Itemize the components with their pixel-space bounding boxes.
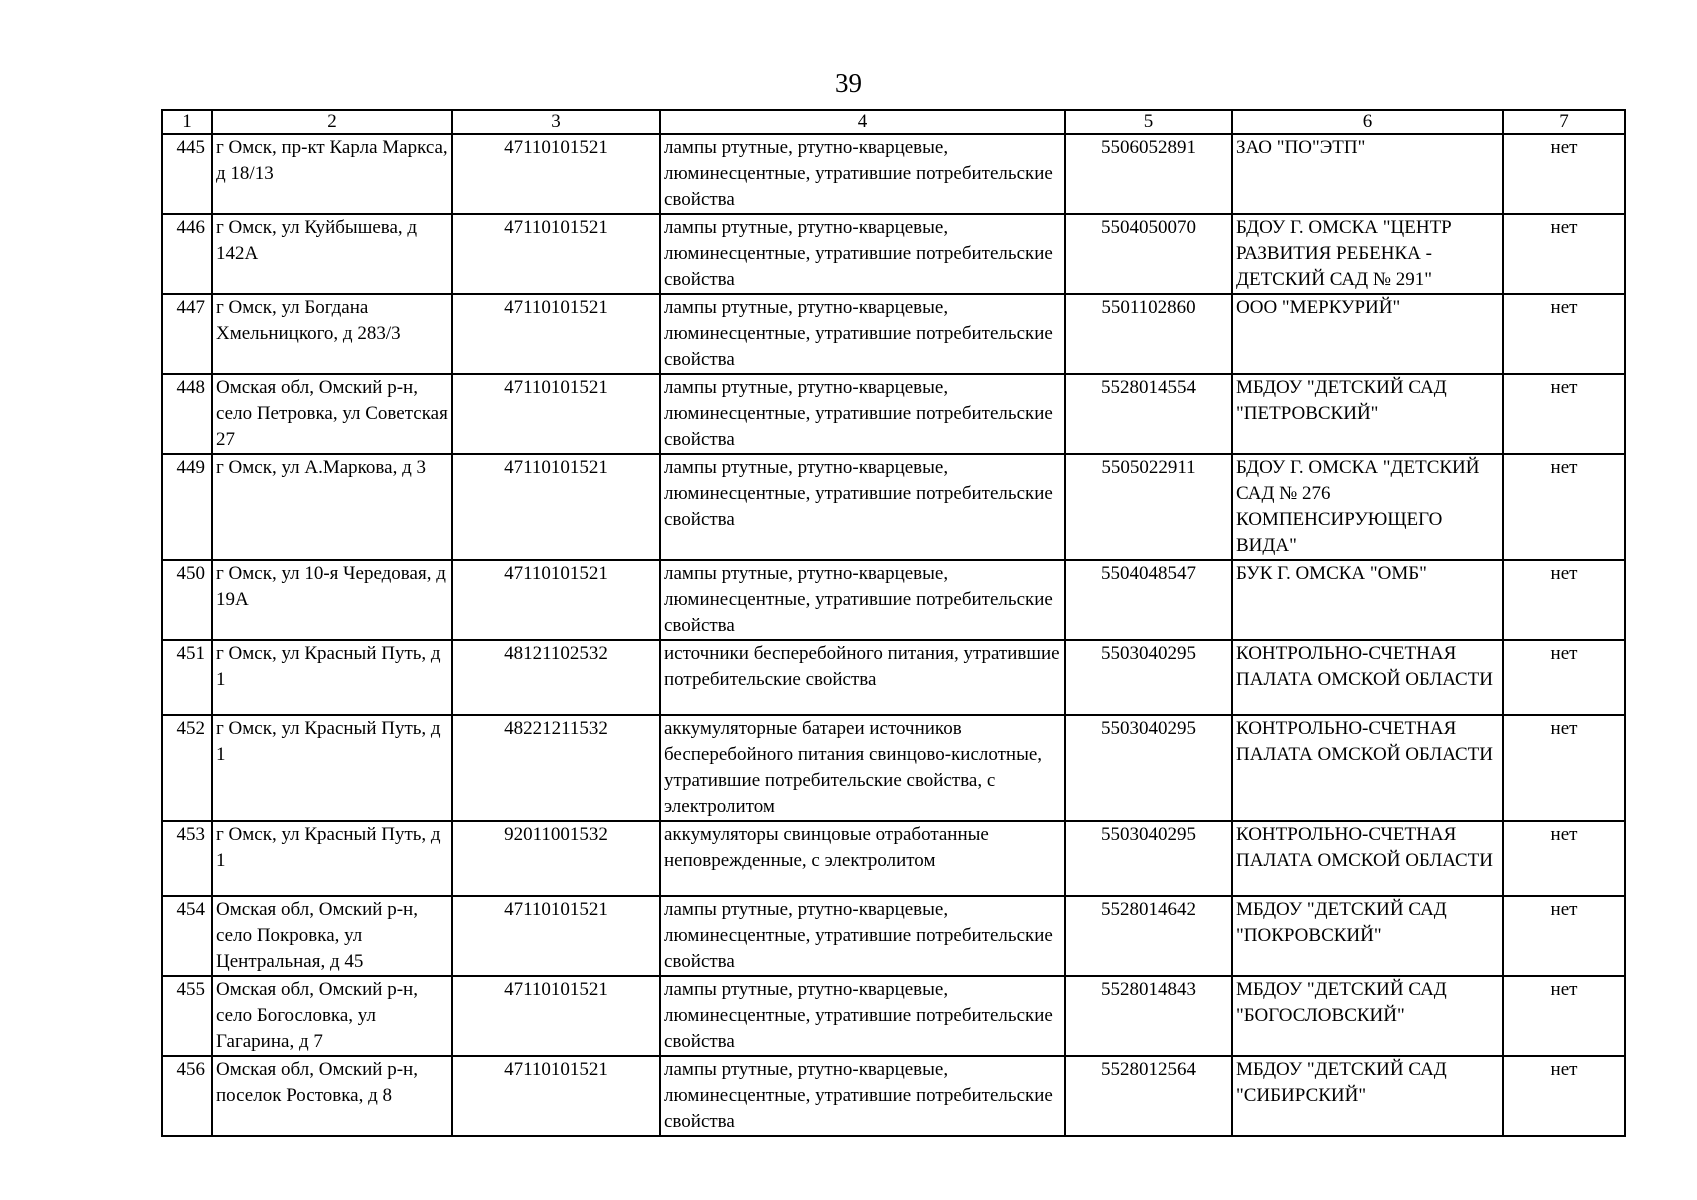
- row-number: 456: [162, 1056, 212, 1136]
- flag-cell: нет: [1503, 134, 1625, 214]
- waste-code-cell: 47110101521: [452, 454, 660, 560]
- header-row: [162, 110, 1625, 134]
- inn-cell: 5528012564: [1065, 1056, 1232, 1136]
- inn-cell: 5503040295: [1065, 821, 1232, 896]
- organization-cell: ООО "МЕРКУРИЙ": [1232, 294, 1503, 374]
- inn-cell: 5528014642: [1065, 896, 1232, 976]
- waste-code-cell: 47110101521: [452, 976, 660, 1056]
- table-row: [162, 896, 1625, 976]
- row-number: 453: [162, 821, 212, 896]
- organization-cell: КОНТРОЛЬНО-СЧЕТНАЯ ПАЛАТА ОМСКОЙ ОБЛАСТИ: [1232, 715, 1503, 821]
- inn-cell: 5501102860: [1065, 294, 1232, 374]
- table-row: [162, 294, 1625, 374]
- description-cell: аккумуляторные батареи источников бесперебойного питания свинцово-кислотные, утратившие потребительские свойства, с электролитом: [660, 715, 1065, 821]
- organization-cell: МБДОУ "ДЕТСКИЙ САД "ПЕТРОВСКИЙ": [1232, 374, 1503, 454]
- address-cell: г Омск, пр-кт Карла Маркса, д 18/13: [212, 134, 452, 214]
- inn-cell: 5528014554: [1065, 374, 1232, 454]
- row-number: 446: [162, 214, 212, 294]
- flag-cell: нет: [1503, 896, 1625, 976]
- flag-cell: нет: [1503, 454, 1625, 560]
- description-cell: лампы ртутные, ртутно-кварцевые, люминесцентные, утратившие потребительские свойства: [660, 896, 1065, 976]
- address-cell: Омская обл, Омский р-н, поселок Ростовка, д 8: [212, 1056, 452, 1136]
- address-cell: г Омск, ул А.Маркова, д 3: [212, 454, 452, 560]
- row-number: 447: [162, 294, 212, 374]
- table-row: [162, 715, 1625, 821]
- row-number: 454: [162, 896, 212, 976]
- page-number: 39: [835, 68, 862, 98]
- waste-code-cell: 48121102532: [452, 640, 660, 715]
- address-cell: г Омск, ул Богдана Хмельницкого, д 283/3: [212, 294, 452, 374]
- row-number: 451: [162, 640, 212, 715]
- table-row: [162, 1056, 1625, 1136]
- organization-cell: БДОУ Г. ОМСКА "ЦЕНТР РАЗВИТИЯ РЕБЕНКА - ДЕТСКИЙ САД № 291": [1232, 214, 1503, 294]
- flag-cell: нет: [1503, 821, 1625, 896]
- address-cell: Омская обл, Омский р-н, село Петровка, ул Советская 27: [212, 374, 452, 454]
- description-cell: лампы ртутные, ртутно-кварцевые, люминесцентные, утратившие потребительские свойства: [660, 976, 1065, 1056]
- inn-cell: 5505022911: [1065, 454, 1232, 560]
- flag-cell: нет: [1503, 640, 1625, 715]
- flag-cell: нет: [1503, 715, 1625, 821]
- flag-cell: нет: [1503, 214, 1625, 294]
- column-header: 6: [1232, 110, 1503, 134]
- flag-cell: нет: [1503, 560, 1625, 640]
- organization-cell: МБДОУ "ДЕТСКИЙ САД "СИБИРСКИЙ": [1232, 1056, 1503, 1136]
- organization-cell: КОНТРОЛЬНО-СЧЕТНАЯ ПАЛАТА ОМСКОЙ ОБЛАСТИ: [1232, 821, 1503, 896]
- table-row: [162, 560, 1625, 640]
- organization-cell: ЗАО "ПО"ЭТП": [1232, 134, 1503, 214]
- address-cell: г Омск, ул Куйбышева, д 142А: [212, 214, 452, 294]
- column-header: 1: [162, 110, 212, 134]
- waste-code-cell: 47110101521: [452, 1056, 660, 1136]
- description-cell: лампы ртутные, ртутно-кварцевые, люминесцентные, утратившие потребительские свойства: [660, 214, 1065, 294]
- address-cell: Омская обл, Омский р-н, село Богословка, ул Гагарина, д 7: [212, 976, 452, 1056]
- waste-code-cell: 47110101521: [452, 896, 660, 976]
- description-cell: лампы ртутные, ртутно-кварцевые, люминесцентные, утратившие потребительские свойства: [660, 374, 1065, 454]
- description-cell: источники бесперебойного питания, утратившие потребительские свойства: [660, 640, 1065, 715]
- waste-code-cell: 47110101521: [452, 214, 660, 294]
- organization-cell: БУК Г. ОМСКА "ОМБ": [1232, 560, 1503, 640]
- waste-code-cell: 47110101521: [452, 294, 660, 374]
- description-cell: лампы ртутные, ртутно-кварцевые, люминесцентные, утратившие потребительские свойства: [660, 560, 1065, 640]
- waste-code-cell: 92011001532: [452, 821, 660, 896]
- inn-cell: 5504048547: [1065, 560, 1232, 640]
- table-row: [162, 821, 1625, 896]
- table-header: [162, 110, 1625, 134]
- row-number: 445: [162, 134, 212, 214]
- table-row: [162, 214, 1625, 294]
- row-number: 452: [162, 715, 212, 821]
- column-header: 4: [660, 110, 1065, 134]
- column-header: 3: [452, 110, 660, 134]
- waste-code-cell: 47110101521: [452, 560, 660, 640]
- address-cell: г Омск, ул 10-я Чередовая, д 19А: [212, 560, 452, 640]
- organization-cell: БДОУ Г. ОМСКА "ДЕТСКИЙ САД № 276 КОМПЕНСИРУЮЩЕГО ВИДА": [1232, 454, 1503, 560]
- inn-cell: 5503040295: [1065, 715, 1232, 821]
- waste-code-cell: 48221211532: [452, 715, 660, 821]
- flag-cell: нет: [1503, 1056, 1625, 1136]
- address-cell: г Омск, ул Красный Путь, д 1: [212, 640, 452, 715]
- table-row: [162, 640, 1625, 715]
- table-body: [162, 134, 1625, 1136]
- column-header: 2: [212, 110, 452, 134]
- flag-cell: нет: [1503, 374, 1625, 454]
- inn-cell: 5528014843: [1065, 976, 1232, 1056]
- inn-cell: 5506052891: [1065, 134, 1232, 214]
- address-cell: г Омск, ул Красный Путь, д 1: [212, 821, 452, 896]
- description-cell: лампы ртутные, ртутно-кварцевые, люминесцентные, утратившие потребительские свойства: [660, 134, 1065, 214]
- waste-code-cell: 47110101521: [452, 374, 660, 454]
- organization-cell: МБДОУ "ДЕТСКИЙ САД "БОГОСЛОВСКИЙ": [1232, 976, 1503, 1056]
- row-number: 450: [162, 560, 212, 640]
- row-number: 449: [162, 454, 212, 560]
- description-cell: лампы ртутные, ртутно-кварцевые, люминесцентные, утратившие потребительские свойства: [660, 294, 1065, 374]
- table-row: [162, 134, 1625, 214]
- organization-cell: МБДОУ "ДЕТСКИЙ САД "ПОКРОВСКИЙ": [1232, 896, 1503, 976]
- address-cell: Омская обл, Омский р-н, село Покровка, ул Центральная, д 45: [212, 896, 452, 976]
- flag-cell: нет: [1503, 976, 1625, 1056]
- description-cell: лампы ртутные, ртутно-кварцевые, люминесцентные, утратившие потребительские свойства: [660, 1056, 1065, 1136]
- row-number: 448: [162, 374, 212, 454]
- table-row: [162, 454, 1625, 560]
- table-row: [162, 976, 1625, 1056]
- table-row: [162, 374, 1625, 454]
- inn-cell: 5503040295: [1065, 640, 1232, 715]
- flag-cell: нет: [1503, 294, 1625, 374]
- row-number: 455: [162, 976, 212, 1056]
- description-cell: лампы ртутные, ртутно-кварцевые, люминесцентные, утратившие потребительские свойства: [660, 454, 1065, 560]
- inn-cell: 5504050070: [1065, 214, 1232, 294]
- waste-code-cell: 47110101521: [452, 134, 660, 214]
- organization-cell: КОНТРОЛЬНО-СЧЕТНАЯ ПАЛАТА ОМСКОЙ ОБЛАСТИ: [1232, 640, 1503, 715]
- address-cell: г Омск, ул Красный Путь, д 1: [212, 715, 452, 821]
- description-cell: аккумуляторы свинцовые отработанные неповрежденные, с электролитом: [660, 821, 1065, 896]
- registry-table: [161, 109, 1626, 1137]
- column-header: 5: [1065, 110, 1232, 134]
- column-header: 7: [1503, 110, 1625, 134]
